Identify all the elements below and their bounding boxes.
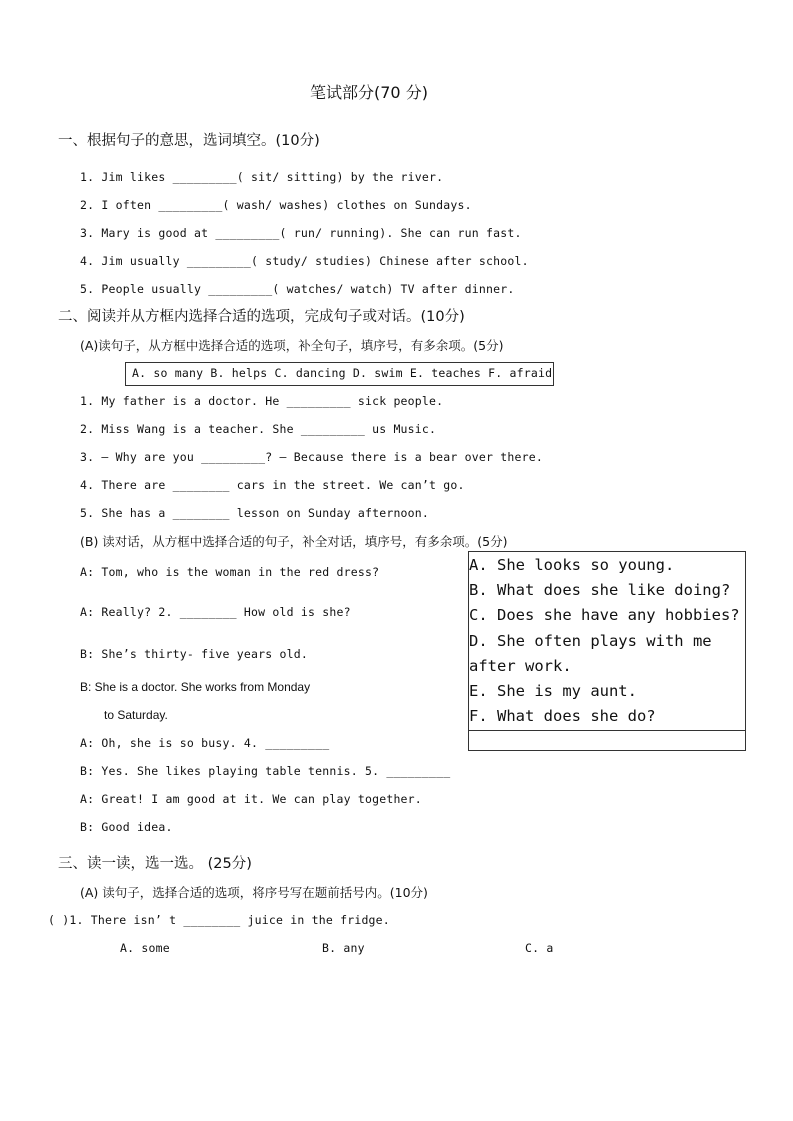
section2-partB-instruction: (B) 读对话，从方框中选择合适的句子，补全对话，填序号，有多余项。(5分) bbox=[80, 534, 508, 549]
partB-option-D: D. She often plays with me bbox=[469, 632, 712, 650]
partB-options-box-divider bbox=[468, 730, 745, 731]
dialog-line-3: B: She’s thirty- five years old. bbox=[80, 647, 308, 661]
dialog-line-5: A: Oh, she is so busy. 4. _________ bbox=[80, 736, 330, 750]
section2-heading: 二、阅读并从方框内选择合适的选项，完成句子或对话。(10分) bbox=[58, 309, 465, 325]
section3-q1-choice-c: C. a bbox=[525, 941, 554, 955]
partB-option-E: E. She is my aunt. bbox=[469, 682, 637, 700]
section1-item-4: 4. Jim usually _________( study/ studies) Chinese after school. bbox=[80, 254, 529, 268]
dialog-line-1: A: Tom, who is the woman in the red dress? bbox=[80, 565, 380, 579]
section2-partA-instruction: (A)读句子，从方框中选择合适的选项，补全句子，填序号，有多余项。(5分) bbox=[80, 338, 504, 353]
section3-q1: ( )1. There isn’ t ________ juice in the fridge. bbox=[48, 913, 390, 927]
section2-partA-item-4: 4. There are ________ cars in the street. We can’t go. bbox=[80, 478, 465, 492]
section2-partA-item-1: 1. My father is a doctor. He _________ sick people. bbox=[80, 394, 444, 408]
page-title: 笔试部分(70 分) bbox=[310, 83, 428, 102]
section3-q1-choice-a: A. some bbox=[120, 941, 170, 955]
partB-option-F: F. What does she do? bbox=[469, 707, 656, 725]
partA-options-text: A. so many B. helps C. dancing D. swim E. teaches F. afraid bbox=[132, 366, 553, 380]
section2-partA-item-5: 5. She has a ________ lesson on Sunday afternoon. bbox=[80, 506, 430, 520]
partB-option-A: A. She looks so young. bbox=[469, 556, 675, 574]
section1-heading: 一、根据句子的意思，选词填空。(10分) bbox=[58, 133, 320, 149]
section3-partA-instruction: (A) 读句子，选择合适的选项，将序号写在题前括号内。(10分) bbox=[80, 885, 428, 900]
section1-item-1: 1. Jim likes _________( sit/ sitting) by the river. bbox=[80, 170, 444, 184]
partB-option-D-cont: after work. bbox=[469, 657, 572, 675]
section1-item-2: 2. I often _________( wash/ washes) clothes on Sundays. bbox=[80, 198, 472, 212]
section2-partA-item-2: 2. Miss Wang is a teacher. She _________ us Music. bbox=[80, 422, 437, 436]
dialog-line-4-cont: to Saturday. bbox=[104, 708, 168, 722]
dialog-line-4: B: She is a doctor. She works from Monday bbox=[80, 680, 311, 694]
section2-partA-item-3: 3. — Why are you _________? — Because there is a bear over there. bbox=[80, 450, 544, 464]
partB-option-B: B. What does she like doing? bbox=[469, 581, 731, 599]
partA-options-box bbox=[125, 362, 554, 386]
dialog-line-2: A: Really? 2. ________ How old is she? bbox=[80, 605, 351, 619]
dialog-line-7: A: Great! I am good at it. We can play together. bbox=[80, 792, 422, 806]
dialog-line-8: B: Good idea. bbox=[80, 820, 173, 834]
section3-heading: 三、读一读，选一选。 (25分) bbox=[58, 856, 252, 872]
partB-option-C: C. Does she have any hobbies? bbox=[469, 606, 740, 624]
section1-item-3: 3. Mary is good at _________( run/ running). She can run fast. bbox=[80, 226, 522, 240]
dialog-line-6: B: Yes. She likes playing table tennis. 5. _________ bbox=[80, 764, 451, 778]
section3-q1-choice-b: B. any bbox=[322, 941, 365, 955]
section1-item-5: 5. People usually _________( watches/ watch) TV after dinner. bbox=[80, 282, 515, 296]
